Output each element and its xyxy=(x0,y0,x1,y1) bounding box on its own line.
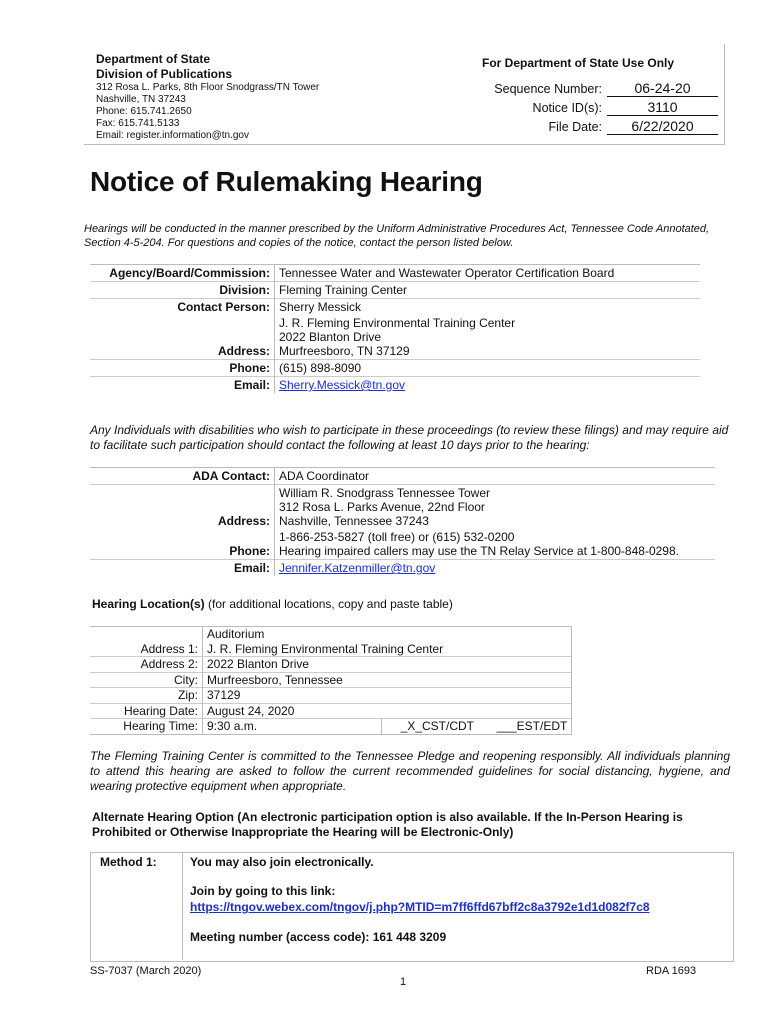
method-label: Method 1: xyxy=(100,855,157,869)
address-line: Murfreesboro, TN 37129 xyxy=(279,344,410,358)
email-label: Email: xyxy=(90,377,275,394)
address-line: William R. Snodgrass Tennessee Tower xyxy=(279,486,490,500)
zip-label: Zip: xyxy=(90,688,203,704)
phone-value[interactable]: (615) 898-8090 xyxy=(279,361,362,375)
use-only-heading: For Department of State Use Only xyxy=(482,56,675,70)
department-name xyxy=(96,52,232,82)
address-line: Fax: 615.741.5133 xyxy=(96,118,180,129)
zip-value[interactable]: 37129 xyxy=(203,688,572,704)
method-line1: You may also join electronically. xyxy=(190,855,374,869)
alternate-heading: Alternate Hearing Option (An electronic participation option is also available. If the In-Person Hearing is Prohibited or Otherwise Inappropriate the Hearing will be Electronic-Only) xyxy=(92,810,683,839)
ada-note: Any Individuals with disabilities who wish to participate in these proceedings (to review these filings) and may require aid to facilitate such participation should contact the following at least 10 days prior to the hearing: xyxy=(90,423,729,452)
division-line: Division of Publications xyxy=(96,67,233,81)
address-line: Phone: 615.741.2650 xyxy=(96,106,192,117)
ada-contact-label: ADA Contact: xyxy=(90,468,275,485)
contact-label: Contact Person: xyxy=(90,299,275,316)
intro-paragraph: Hearings will be conducted in the manner prescribed by the Uniform Administrative Procedures Act, Tennessee Code Annotated, Section 4-5-204. For questions and copies of the notice, contact the person listed below. xyxy=(84,223,710,249)
location-heading-note: (for additional locations, copy and paste table) xyxy=(204,597,453,611)
address1-label: Address 1: xyxy=(90,627,203,657)
ada-phone-label: Phone: xyxy=(90,529,275,560)
method-line2: Join by going to this link: xyxy=(190,884,336,898)
phone-line: Hearing impaired callers may use the TN Relay Service at 1-800-848-0298. xyxy=(279,544,679,558)
address2-label: Address 2: xyxy=(90,657,203,673)
address-line: Nashville, TN 37243 xyxy=(96,94,186,105)
ada-phone-value[interactable] xyxy=(275,529,716,560)
date-value[interactable]: August 24, 2020 xyxy=(203,703,572,719)
dept-line: Department of State xyxy=(96,52,211,66)
division-value[interactable]: Fleming Training Center xyxy=(279,283,408,297)
phone-line: 1-866-253-5827 (toll free) or (615) 532-0200 xyxy=(279,530,515,544)
agency-table xyxy=(90,264,700,393)
file-date-value[interactable]: 6/22/2020 xyxy=(607,118,718,135)
form-number: SS-7037 (March 2020) xyxy=(90,965,202,977)
webex-link[interactable]: https://tngov.webex.com/tngov/j.php?MTID=m7ff6ffd67bff2c8a3792e1d1d082f7c8 xyxy=(190,900,650,914)
file-date-label: File Date: xyxy=(548,120,602,134)
location-table xyxy=(90,626,572,735)
email-value[interactable] xyxy=(275,377,701,394)
ada-email-label: Email: xyxy=(90,560,275,577)
address-line: Nashville, Tennessee 37243 xyxy=(279,514,429,528)
sequence-value[interactable]: 06-24-20 xyxy=(607,80,718,97)
address-line: J. R. Fleming Environmental Training Center xyxy=(279,316,516,330)
pledge-paragraph: The Fleming Training Center is committed to the Tennessee Pledge and reopening responsibly. All individuals planning to attend this hearing are asked to follow the current recommended guidelines for social distancing, hygiene, and wearing protective equipment when appropriate. xyxy=(90,749,730,793)
date-label: Hearing Date: xyxy=(90,703,203,719)
address2-value[interactable]: 2022 Blanton Drive xyxy=(203,657,572,673)
rda-number: RDA 1693 xyxy=(646,965,697,977)
address-line: 312 Rosa L. Parks Avenue, 22nd Floor xyxy=(279,500,485,514)
address-value[interactable] xyxy=(275,315,701,360)
address-line: 2022 Blanton Drive xyxy=(279,330,382,344)
tz-est-option[interactable]: ___EST/EDT xyxy=(496,719,568,733)
method-divider xyxy=(182,852,183,960)
location-heading-bold: Hearing Location(s) xyxy=(92,597,205,611)
ada-table xyxy=(90,467,715,576)
ada-contact-value[interactable]: ADA Coordinator xyxy=(279,469,370,483)
division-label: Division: xyxy=(90,282,275,299)
address-label: Address: xyxy=(90,315,275,360)
time-label: Hearing Time: xyxy=(90,719,203,735)
email-link[interactable]: Sherry.Messick@tn.gov xyxy=(279,378,405,392)
address-line: Auditorium xyxy=(207,627,265,641)
agency-value[interactable]: Tennessee Water and Wastewater Operator Certification Board xyxy=(279,266,615,280)
address-line: J. R. Fleming Environmental Training Center xyxy=(207,641,444,656)
page-number: 1 xyxy=(400,976,407,988)
meeting-number: Meeting number (access code): 161 448 3209 xyxy=(190,930,447,944)
city-label: City: xyxy=(90,672,203,688)
agency-label: Agency/Board/Commission: xyxy=(90,265,275,282)
department-address xyxy=(96,82,319,142)
ada-email-value[interactable] xyxy=(275,560,716,577)
sequence-label: Sequence Number: xyxy=(494,82,602,96)
ada-address-value[interactable] xyxy=(275,485,716,530)
contact-value[interactable]: Sherry Messick xyxy=(279,300,362,314)
location-heading xyxy=(92,597,453,611)
timezone-options xyxy=(382,719,572,735)
address-line: Email: register.information@tn.gov xyxy=(96,130,249,141)
tz-cst-option[interactable]: _X_CST/CDT xyxy=(400,719,474,733)
phone-label: Phone: xyxy=(90,360,275,377)
notice-id-label: Notice ID(s): xyxy=(532,101,602,115)
address1-value[interactable] xyxy=(203,627,572,657)
time-value[interactable]: 9:30 a.m. xyxy=(203,719,382,735)
page-title: Notice of Rulemaking Hearing xyxy=(90,166,483,197)
ada-email-link[interactable]: Jennifer.Katzenmiller@tn.gov xyxy=(279,561,436,575)
notice-id-value[interactable]: 3110 xyxy=(607,99,718,116)
ada-address-label: Address: xyxy=(90,485,275,530)
city-value[interactable]: Murfreesboro, Tennessee xyxy=(203,672,572,688)
address-line: 312 Rosa L. Parks, 8th Floor Snodgrass/TN Tower xyxy=(96,82,320,93)
